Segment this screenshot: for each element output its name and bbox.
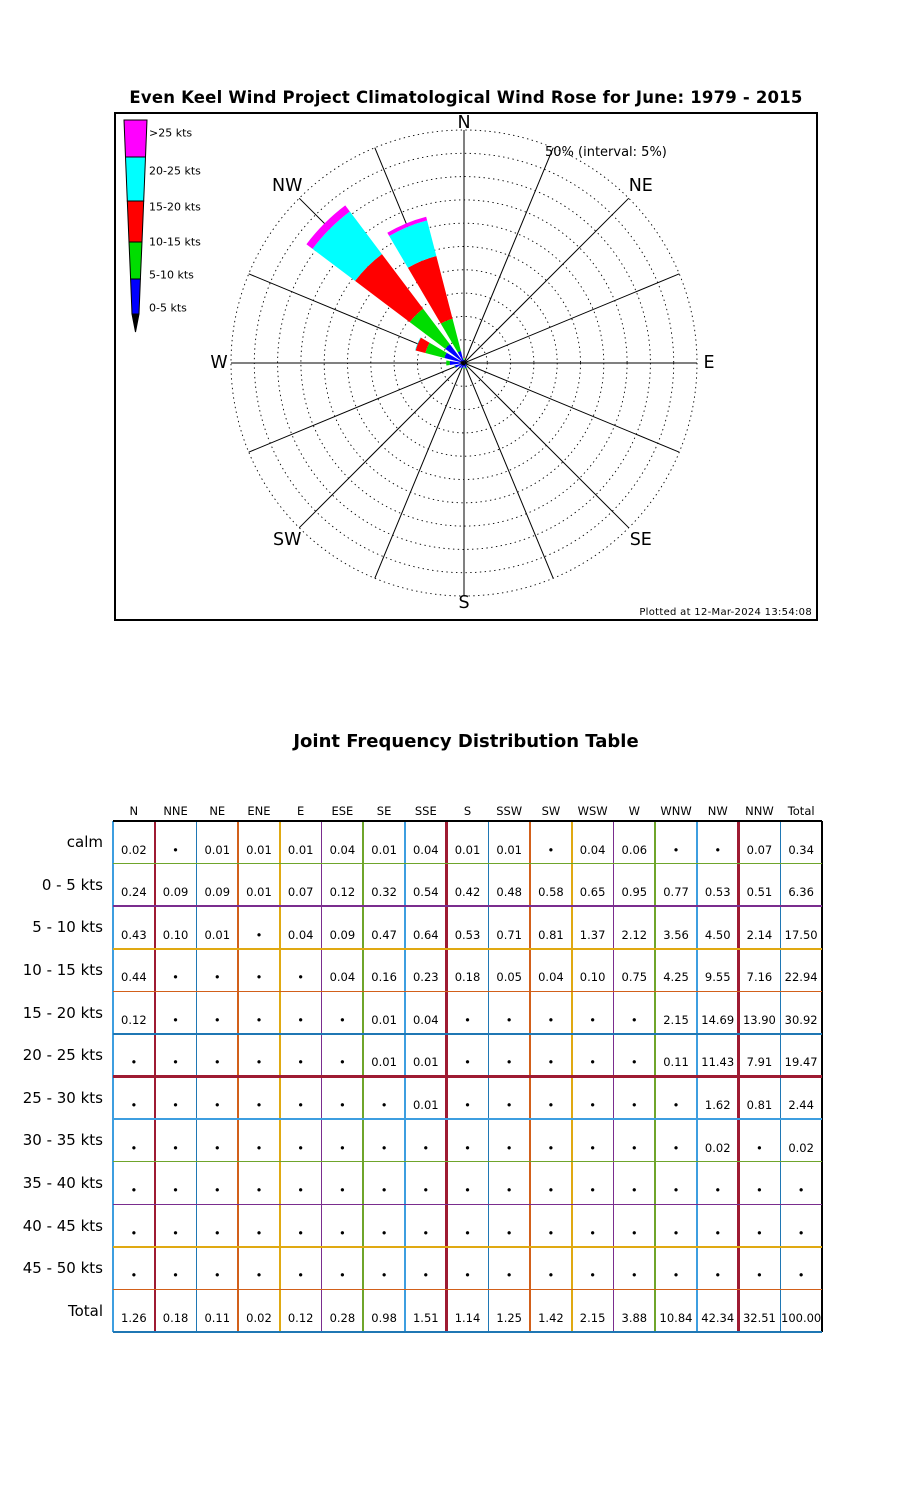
table-cell: • bbox=[714, 842, 722, 857]
column-header-SSW: SSW bbox=[496, 804, 523, 818]
table-cell: 0.11 bbox=[204, 1310, 231, 1325]
table-cell: 0.81 bbox=[538, 927, 564, 942]
table-cell: 0.47 bbox=[371, 927, 397, 942]
table-cell: 10.84 bbox=[659, 1310, 693, 1325]
table-cell: 2.44 bbox=[788, 1098, 814, 1113]
column-header-NW: NW bbox=[707, 804, 728, 818]
table-cell: • bbox=[464, 1140, 471, 1155]
table-cell: 1.37 bbox=[579, 927, 606, 942]
table-cell: • bbox=[464, 1183, 471, 1198]
table-cell: 3.56 bbox=[663, 927, 689, 942]
table-cell: • bbox=[380, 1098, 388, 1113]
grid-hline bbox=[113, 820, 822, 822]
table-cell: 0.43 bbox=[121, 927, 147, 942]
table-cell: 0.02 bbox=[121, 842, 147, 857]
table-cell: • bbox=[422, 1140, 430, 1155]
table-cell: 22.94 bbox=[784, 970, 818, 985]
table-cell: • bbox=[630, 1225, 638, 1240]
table-cell: 19.47 bbox=[784, 1055, 818, 1070]
legend-label: 15-20 kts bbox=[149, 200, 201, 214]
rose-petal-segment bbox=[463, 358, 464, 360]
column-header-ENE: ENE bbox=[247, 804, 271, 818]
table-cell: 0.51 bbox=[746, 885, 773, 900]
radial-line bbox=[464, 363, 553, 578]
compass-label-E: E bbox=[703, 353, 715, 373]
legend-swatch bbox=[126, 157, 146, 201]
grid-hline bbox=[113, 1204, 822, 1206]
compass-label-NW: NW bbox=[271, 176, 303, 197]
table-cell: 0.11 bbox=[663, 1055, 689, 1070]
table-cell: 0.04 bbox=[412, 1012, 439, 1027]
table-cell: • bbox=[338, 1183, 346, 1198]
grid-hline bbox=[113, 863, 822, 865]
grid-hline bbox=[113, 1033, 822, 1035]
table-cell: • bbox=[672, 1183, 680, 1198]
rose-title: Even Keel Wind Project Climatological Wind Rose for June: 1979 - 2015 bbox=[129, 88, 803, 107]
grid-hline bbox=[113, 948, 822, 950]
table-cell: • bbox=[547, 1055, 555, 1070]
legend-swatch-calm-spike bbox=[132, 314, 139, 332]
table-cell: 0.58 bbox=[538, 885, 564, 900]
legend-label: 5-10 kts bbox=[149, 268, 194, 282]
table-cell: • bbox=[505, 1183, 513, 1198]
grid-hline bbox=[113, 1075, 822, 1077]
column-header-SE: SE bbox=[376, 804, 392, 818]
table-cell: 0.81 bbox=[746, 1098, 773, 1113]
table-cell: 7.16 bbox=[746, 970, 773, 985]
column-header-ESE: ESE bbox=[331, 804, 354, 818]
table-cell: • bbox=[547, 1225, 555, 1240]
table-cell: • bbox=[422, 1183, 430, 1198]
row-label: 45 - 50 kts bbox=[22, 1259, 103, 1278]
table-cell: 1.26 bbox=[121, 1310, 147, 1325]
table-cell: • bbox=[464, 1225, 471, 1240]
column-header-S: S bbox=[463, 804, 472, 818]
table-cell: 3.88 bbox=[621, 1310, 648, 1325]
table-cell: • bbox=[172, 1183, 179, 1198]
table-cell: 0.01 bbox=[412, 1098, 439, 1113]
table-cell: • bbox=[547, 1140, 555, 1155]
table-cell: 32.51 bbox=[742, 1310, 776, 1325]
row-label: Total bbox=[67, 1301, 103, 1320]
table-cell: • bbox=[338, 1140, 346, 1155]
table-cell: 0.98 bbox=[371, 1310, 397, 1325]
table-cell: • bbox=[714, 1268, 722, 1283]
table-cell: • bbox=[338, 1012, 346, 1027]
table-cell: • bbox=[756, 1140, 763, 1155]
compass-label-SE: SE bbox=[629, 529, 652, 550]
legend-swatch bbox=[127, 201, 143, 242]
table-cell: • bbox=[464, 1012, 471, 1027]
table-cell: • bbox=[297, 1268, 305, 1283]
table-cell: 0.01 bbox=[454, 842, 481, 857]
table-cell: 0.10 bbox=[579, 970, 606, 985]
table-cell: • bbox=[505, 1225, 513, 1240]
table-cell: • bbox=[130, 1098, 138, 1113]
table-cell: 0.65 bbox=[579, 885, 606, 900]
table-cell: 0.16 bbox=[371, 970, 397, 985]
legend-label: >25 kts bbox=[149, 126, 193, 140]
table-cell: 4.25 bbox=[663, 970, 689, 985]
radial-line bbox=[375, 363, 464, 578]
table-cell: • bbox=[505, 1098, 513, 1113]
column-header-NNE: NNE bbox=[163, 804, 188, 818]
table-cell: • bbox=[672, 1140, 680, 1155]
row-label: 20 - 25 kts bbox=[22, 1046, 103, 1065]
table-cell: 1.14 bbox=[454, 1310, 481, 1325]
table-cell: 1.25 bbox=[496, 1310, 522, 1325]
table-cell: • bbox=[714, 1183, 722, 1198]
table-cell: 11.43 bbox=[701, 1055, 735, 1070]
table-cell: • bbox=[297, 1012, 305, 1027]
table-cell: 0.75 bbox=[621, 970, 648, 985]
table-cell: • bbox=[505, 1012, 513, 1027]
table-cell: 1.42 bbox=[538, 1310, 564, 1325]
column-header-SSE: SSE bbox=[414, 804, 437, 818]
column-header-WNW: WNW bbox=[660, 804, 692, 818]
table-cell: • bbox=[380, 1140, 388, 1155]
table-cell: • bbox=[797, 1183, 805, 1198]
table-cell: 1.62 bbox=[704, 1098, 731, 1113]
table-cell: 0.01 bbox=[246, 885, 272, 900]
table-cell: • bbox=[338, 1098, 346, 1113]
table-cell: • bbox=[589, 1055, 596, 1070]
table-cell: • bbox=[172, 1225, 179, 1240]
row-label: 30 - 35 kts bbox=[22, 1131, 103, 1150]
compass-label-S: S bbox=[458, 593, 470, 613]
joint-frequency-table bbox=[22, 804, 822, 1332]
table-cell: 0.07 bbox=[746, 842, 773, 857]
table-cell: • bbox=[255, 1055, 263, 1070]
table-cell: • bbox=[172, 1098, 179, 1113]
legend-swatch bbox=[124, 120, 147, 157]
table-cell: • bbox=[380, 1225, 388, 1240]
table-cell: 0.12 bbox=[121, 1012, 147, 1027]
table-cell: 0.04 bbox=[538, 970, 564, 985]
table-cell: 0.18 bbox=[162, 1310, 189, 1325]
table-cell: • bbox=[589, 1268, 596, 1283]
table-cell: 0.12 bbox=[287, 1310, 314, 1325]
table-cell: 0.02 bbox=[788, 1140, 814, 1155]
legend-label: 10-15 kts bbox=[149, 235, 201, 249]
table-cell: 0.42 bbox=[454, 885, 481, 900]
table-cell: 0.09 bbox=[329, 927, 356, 942]
table-cell: • bbox=[547, 1012, 555, 1027]
table-cell: • bbox=[672, 1225, 680, 1240]
compass-label-NE: NE bbox=[628, 176, 653, 197]
table-cell: • bbox=[547, 1183, 555, 1198]
table-cell: • bbox=[255, 1183, 263, 1198]
table-cell: • bbox=[213, 1225, 221, 1240]
radial-line bbox=[464, 274, 679, 363]
table-cell: 0.01 bbox=[204, 927, 231, 942]
table-cell: • bbox=[172, 1012, 179, 1027]
table-cell: 0.71 bbox=[496, 927, 522, 942]
legend-label: 0-5 kts bbox=[149, 301, 187, 315]
grid-hline bbox=[113, 1118, 822, 1120]
wind-rose-plot-box bbox=[114, 112, 818, 621]
table-cell: • bbox=[589, 1098, 596, 1113]
table-cell: • bbox=[505, 1140, 513, 1155]
radial-line bbox=[299, 363, 464, 528]
table-cell: • bbox=[172, 1140, 179, 1155]
table-cell: • bbox=[422, 1268, 430, 1283]
table-cell: • bbox=[589, 1140, 596, 1155]
radial-line bbox=[249, 363, 464, 452]
row-label: 10 - 15 kts bbox=[22, 961, 103, 980]
table-cell: 0.28 bbox=[329, 1310, 356, 1325]
plot-timestamp: Plotted at 12-Mar-2024 13:54:08 bbox=[639, 607, 812, 618]
table-cell: 13.90 bbox=[742, 1012, 776, 1027]
compass-label-SW: SW bbox=[272, 529, 302, 550]
table-cell: • bbox=[130, 1225, 138, 1240]
legend-swatch bbox=[129, 242, 142, 279]
table-cell: • bbox=[213, 1055, 221, 1070]
table-cell: • bbox=[338, 1055, 346, 1070]
table-cell: • bbox=[213, 1268, 221, 1283]
table-cell: • bbox=[255, 1140, 263, 1155]
table-cell: 0.53 bbox=[704, 885, 731, 900]
table-cell: 0.09 bbox=[162, 885, 189, 900]
radial-line bbox=[464, 148, 553, 363]
table-cell: 0.01 bbox=[371, 1055, 397, 1070]
table-cell: • bbox=[589, 1012, 596, 1027]
table-cell: 0.64 bbox=[412, 927, 439, 942]
table-cell: • bbox=[505, 1268, 513, 1283]
table-cell: • bbox=[255, 927, 263, 942]
row-label: 15 - 20 kts bbox=[22, 1003, 103, 1022]
column-header-NE: NE bbox=[209, 804, 226, 818]
table-cell: 0.53 bbox=[454, 927, 481, 942]
table-cell: • bbox=[464, 1055, 471, 1070]
table-cell: 6.36 bbox=[788, 885, 814, 900]
table-cell: • bbox=[255, 1268, 263, 1283]
table-cell: • bbox=[297, 1183, 305, 1198]
table-cell: 0.06 bbox=[621, 842, 648, 857]
table-cell: • bbox=[172, 842, 179, 857]
table-cell: • bbox=[630, 1268, 638, 1283]
table-cell: • bbox=[630, 1140, 638, 1155]
table-cell: • bbox=[380, 1268, 388, 1283]
radial-line bbox=[464, 198, 629, 363]
table-cell: 0.04 bbox=[329, 842, 356, 857]
table-cell: 0.44 bbox=[121, 970, 147, 985]
rose-petal-segment bbox=[463, 357, 465, 358]
grid-hline bbox=[113, 1161, 822, 1163]
table-cell: • bbox=[130, 1140, 138, 1155]
compass-label-N: N bbox=[457, 114, 471, 133]
table-cell: • bbox=[797, 1268, 805, 1283]
table-cell: • bbox=[380, 1183, 388, 1198]
table-cell: 0.02 bbox=[246, 1310, 272, 1325]
table-cell: • bbox=[172, 1055, 179, 1070]
table-cell: • bbox=[297, 1140, 305, 1155]
table-cell: • bbox=[630, 1012, 638, 1027]
rose-petal-segment bbox=[450, 361, 460, 365]
table-cell: • bbox=[797, 1225, 805, 1240]
table-cell: 2.14 bbox=[746, 927, 773, 942]
table-cell: 0.01 bbox=[496, 842, 522, 857]
table-cell: 9.55 bbox=[704, 970, 731, 985]
table-cell: 0.01 bbox=[204, 842, 231, 857]
grid-hline bbox=[113, 1331, 822, 1333]
row-label: 35 - 40 kts bbox=[22, 1173, 103, 1192]
table-cell: 0.32 bbox=[371, 885, 397, 900]
rose-petal-segment bbox=[446, 361, 450, 366]
table-cell: • bbox=[297, 1098, 305, 1113]
table-cell: • bbox=[756, 1183, 763, 1198]
table-cell: 42.34 bbox=[701, 1310, 735, 1325]
table-cell: • bbox=[589, 1183, 596, 1198]
row-label: 25 - 30 kts bbox=[22, 1088, 103, 1107]
table-cell: 0.04 bbox=[329, 970, 356, 985]
table-cell: 30.92 bbox=[784, 1012, 818, 1027]
column-header-N: N bbox=[129, 804, 139, 818]
row-label: 0 - 5 kts bbox=[41, 875, 103, 894]
column-header-W: W bbox=[628, 804, 640, 818]
table-cell: 2.15 bbox=[663, 1012, 689, 1027]
table-cell: 0.04 bbox=[287, 927, 314, 942]
grid-hline bbox=[113, 1246, 822, 1248]
legend-swatch bbox=[131, 279, 141, 314]
legend-label: 20-25 kts bbox=[149, 164, 201, 178]
table-cell: 0.34 bbox=[788, 842, 814, 857]
table-cell: • bbox=[172, 1268, 179, 1283]
table-cell: 0.01 bbox=[412, 1055, 439, 1070]
table-cell: • bbox=[297, 1055, 305, 1070]
table-cell: • bbox=[464, 1268, 471, 1283]
table-cell: • bbox=[505, 1055, 513, 1070]
table-cell: • bbox=[630, 1183, 638, 1198]
table-cell: 0.48 bbox=[496, 885, 522, 900]
table-cell: • bbox=[297, 970, 305, 985]
table-cell: • bbox=[255, 970, 263, 985]
table-cell: • bbox=[672, 842, 680, 857]
table-cell: 0.10 bbox=[162, 927, 189, 942]
table-cell: 0.95 bbox=[621, 885, 648, 900]
column-header-NNW: NNW bbox=[745, 804, 774, 818]
table-cell: 1.51 bbox=[412, 1310, 439, 1325]
table-cell: 0.01 bbox=[287, 842, 314, 857]
table-cell: 0.18 bbox=[454, 970, 481, 985]
grid-hline bbox=[113, 991, 822, 993]
grid-hline bbox=[113, 1289, 822, 1291]
table-cell: 0.24 bbox=[121, 885, 147, 900]
radial-line bbox=[464, 363, 679, 452]
table-cell: 0.09 bbox=[204, 885, 231, 900]
table-cell: • bbox=[213, 1098, 221, 1113]
scale-label: 50% (interval: 5%) bbox=[545, 145, 667, 160]
table-cell: • bbox=[255, 1225, 263, 1240]
grid-hline bbox=[113, 905, 822, 907]
table-cell: • bbox=[714, 1225, 722, 1240]
table-cell: • bbox=[547, 1098, 555, 1113]
table-cell: 0.12 bbox=[329, 885, 356, 900]
table-cell: • bbox=[756, 1225, 763, 1240]
table-cell: 0.01 bbox=[371, 1012, 397, 1027]
table-cell: 100.00 bbox=[781, 1310, 822, 1325]
table-cell: • bbox=[213, 1012, 221, 1027]
table-cell: 17.50 bbox=[784, 927, 818, 942]
table-cell: 0.05 bbox=[496, 970, 522, 985]
table-cell: • bbox=[547, 1268, 555, 1283]
column-header-Total: Total bbox=[787, 804, 815, 818]
table-cell: • bbox=[464, 1098, 471, 1113]
table-cell: • bbox=[213, 1183, 221, 1198]
table-cell: • bbox=[630, 1098, 638, 1113]
row-label: 5 - 10 kts bbox=[32, 918, 103, 937]
table-cell: • bbox=[422, 1225, 430, 1240]
table-cell: 0.54 bbox=[412, 885, 439, 900]
table-cell: • bbox=[213, 1140, 221, 1155]
table-cell: • bbox=[130, 1183, 138, 1198]
table-cell: 0.04 bbox=[579, 842, 606, 857]
table-cell: • bbox=[756, 1268, 763, 1283]
table-cell: 0.23 bbox=[412, 970, 439, 985]
table-cell: 14.69 bbox=[701, 1012, 735, 1027]
table-cell: • bbox=[589, 1225, 596, 1240]
table-cell: 2.15 bbox=[579, 1310, 606, 1325]
table-cell: 0.04 bbox=[412, 842, 439, 857]
table-cell: • bbox=[338, 1268, 346, 1283]
table-cell: • bbox=[255, 1012, 263, 1027]
radial-line bbox=[464, 363, 629, 528]
table-cell: • bbox=[630, 1055, 638, 1070]
table-cell: 4.50 bbox=[704, 927, 731, 942]
table-cell: • bbox=[672, 1098, 680, 1113]
column-header-WSW: WSW bbox=[577, 804, 608, 818]
table-cell: • bbox=[297, 1225, 305, 1240]
table-cell: • bbox=[213, 970, 221, 985]
row-label: calm bbox=[66, 833, 103, 852]
compass-label-W: W bbox=[210, 353, 228, 373]
table-cell: • bbox=[172, 970, 179, 985]
column-header-SW: SW bbox=[541, 804, 561, 818]
table-cell: 0.77 bbox=[663, 885, 689, 900]
table-cell: 7.91 bbox=[746, 1055, 773, 1070]
table-cell: • bbox=[130, 1268, 138, 1283]
table-cell: 0.07 bbox=[287, 885, 314, 900]
table-cell: 0.01 bbox=[246, 842, 272, 857]
table-cell: 2.12 bbox=[621, 927, 648, 942]
table-cell: • bbox=[255, 1098, 263, 1113]
table-cell: • bbox=[672, 1268, 680, 1283]
table-cell: • bbox=[338, 1225, 346, 1240]
wind-rose-plot bbox=[116, 114, 816, 619]
rose-petal-segment bbox=[463, 367, 464, 368]
table-cell: 0.01 bbox=[371, 842, 397, 857]
table-cell: • bbox=[130, 1055, 138, 1070]
table-cell: • bbox=[547, 842, 555, 857]
table-cell: 0.02 bbox=[704, 1140, 731, 1155]
column-header-E: E bbox=[297, 804, 305, 818]
row-label: 40 - 45 kts bbox=[22, 1216, 103, 1235]
table-title: Joint Frequency Distribution Table bbox=[293, 731, 639, 752]
